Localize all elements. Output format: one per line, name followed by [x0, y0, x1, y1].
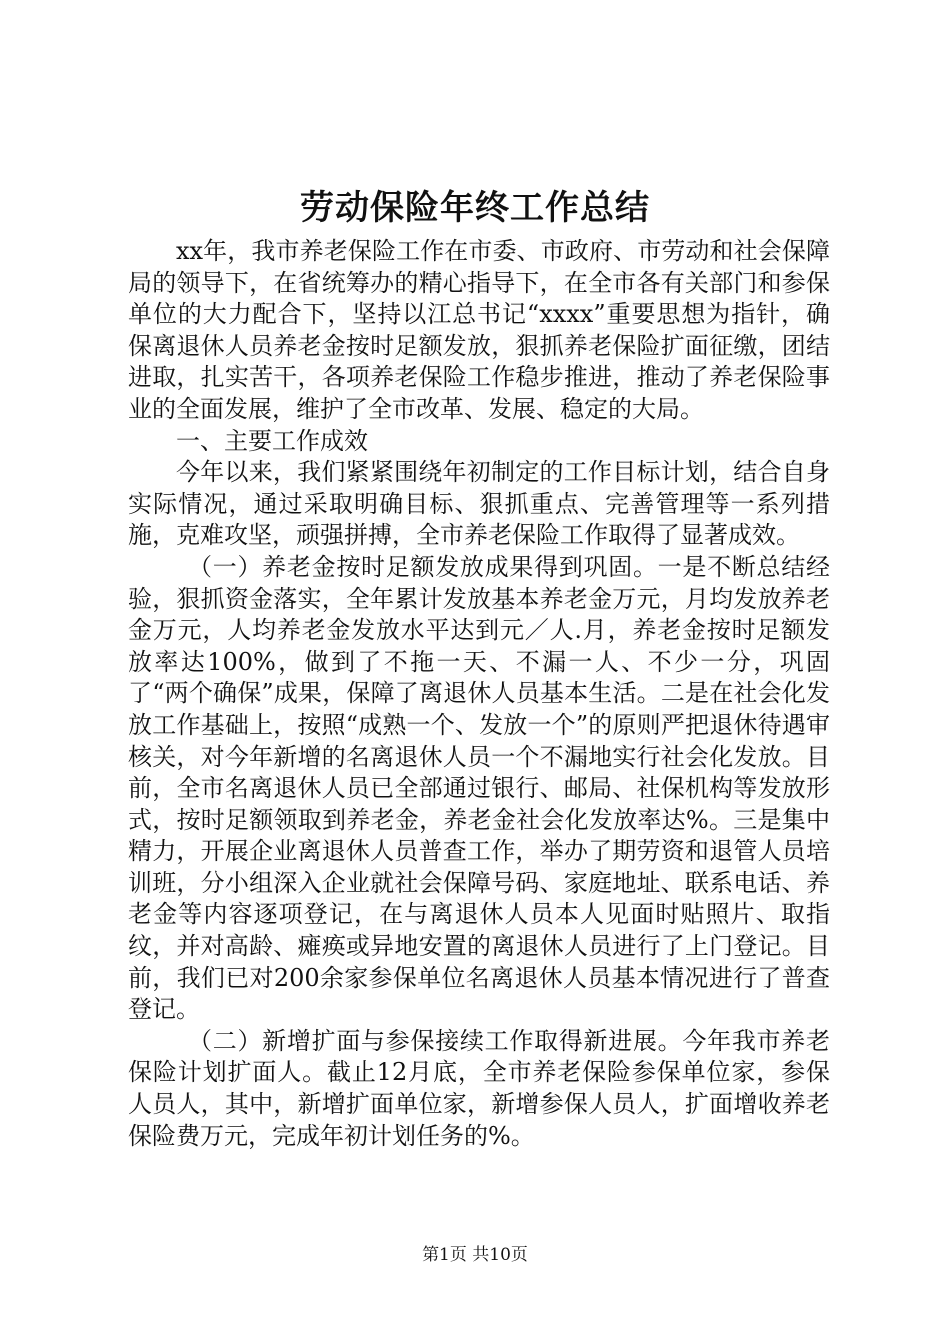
intro-paragraph: xx年，我市养老保险工作在市委、市政府、市劳动和社会保障局的领导下，在省统筹办的精心指导下，在全市各有关部门和参保单位的大力配合下，坚持以江总书记“xxxx”重要思想为指针，确保离退休人员养老金按时足额发放，狠抓养老保险扩面征缴，团结进取，扎实苦干，各项养老保险工作稳步推进，推动了养老保险事业的全面发展，维护了全市改革、发展、稳定的大局。	[128, 237, 830, 423]
document-body	[128, 236, 830, 1152]
results-overview-paragraph: 今年以来，我们紧紧围绕年初制定的工作目标计划，结合自身实际情况，通过采取明确目标、狠抓重点、完善管理等一系列措施，克难攻坚，顽强拼搏，全市养老保险工作取得了显著成效。	[128, 458, 830, 550]
page-number-footer: 第1页 共10页	[422, 1245, 528, 1265]
document-title: 劳动保险年终工作总结	[300, 188, 650, 228]
coverage-expansion-paragraph: （二）新增扩面与参保接续工作取得新进展。今年我市养老保险计划扩面人。截止12月底，全市养老保险参保单位家，参保人员人，其中，新增扩面单位家，新增参保人员人，扩面增收养老保险费万元，完成年初计划任务的%。	[128, 1026, 830, 1150]
pension-payment-paragraph: （一）养老金按时足额发放成果得到巩固。一是不断总结经验，狠抓资金落实，全年累计发放基本养老金万元，月均发放养老金万元，人均养老金发放水平达到元／人.月，养老金按时足额发放率达100%，做到了不拖一天、不漏一人、不少一分，巩固了“两个确保”成果，保障了离退休人员基本生活。二是在社会化发放工作基础上，按照“成熟一个、发放一个”的原则严把退休待遇审核关，对今年新增的名离退休人员一个不漏地实行社会化发放。目前，全市名离退休人员已全部通过银行、邮局、社保机构等发放形式，按时足额领取到养老金，养老金社会化发放率达%。三是集中精力，开展企业离退休人员普查工作，举办了期劳资和退管人员培训班，分小组深入企业就社会保障号码、家庭地址、联系电话、养老金等内容逐项登记，在与离退休人员本人见面时贴照片、取指纹，并对高龄、瘫痪或异地安置的离退休人员进行了上门登记。目前，我们已对200余家参保单位名离退休人员基本情况进行了普查登记。	[128, 552, 830, 1024]
section-heading-main-results: 一、主要工作成效	[176, 426, 368, 455]
